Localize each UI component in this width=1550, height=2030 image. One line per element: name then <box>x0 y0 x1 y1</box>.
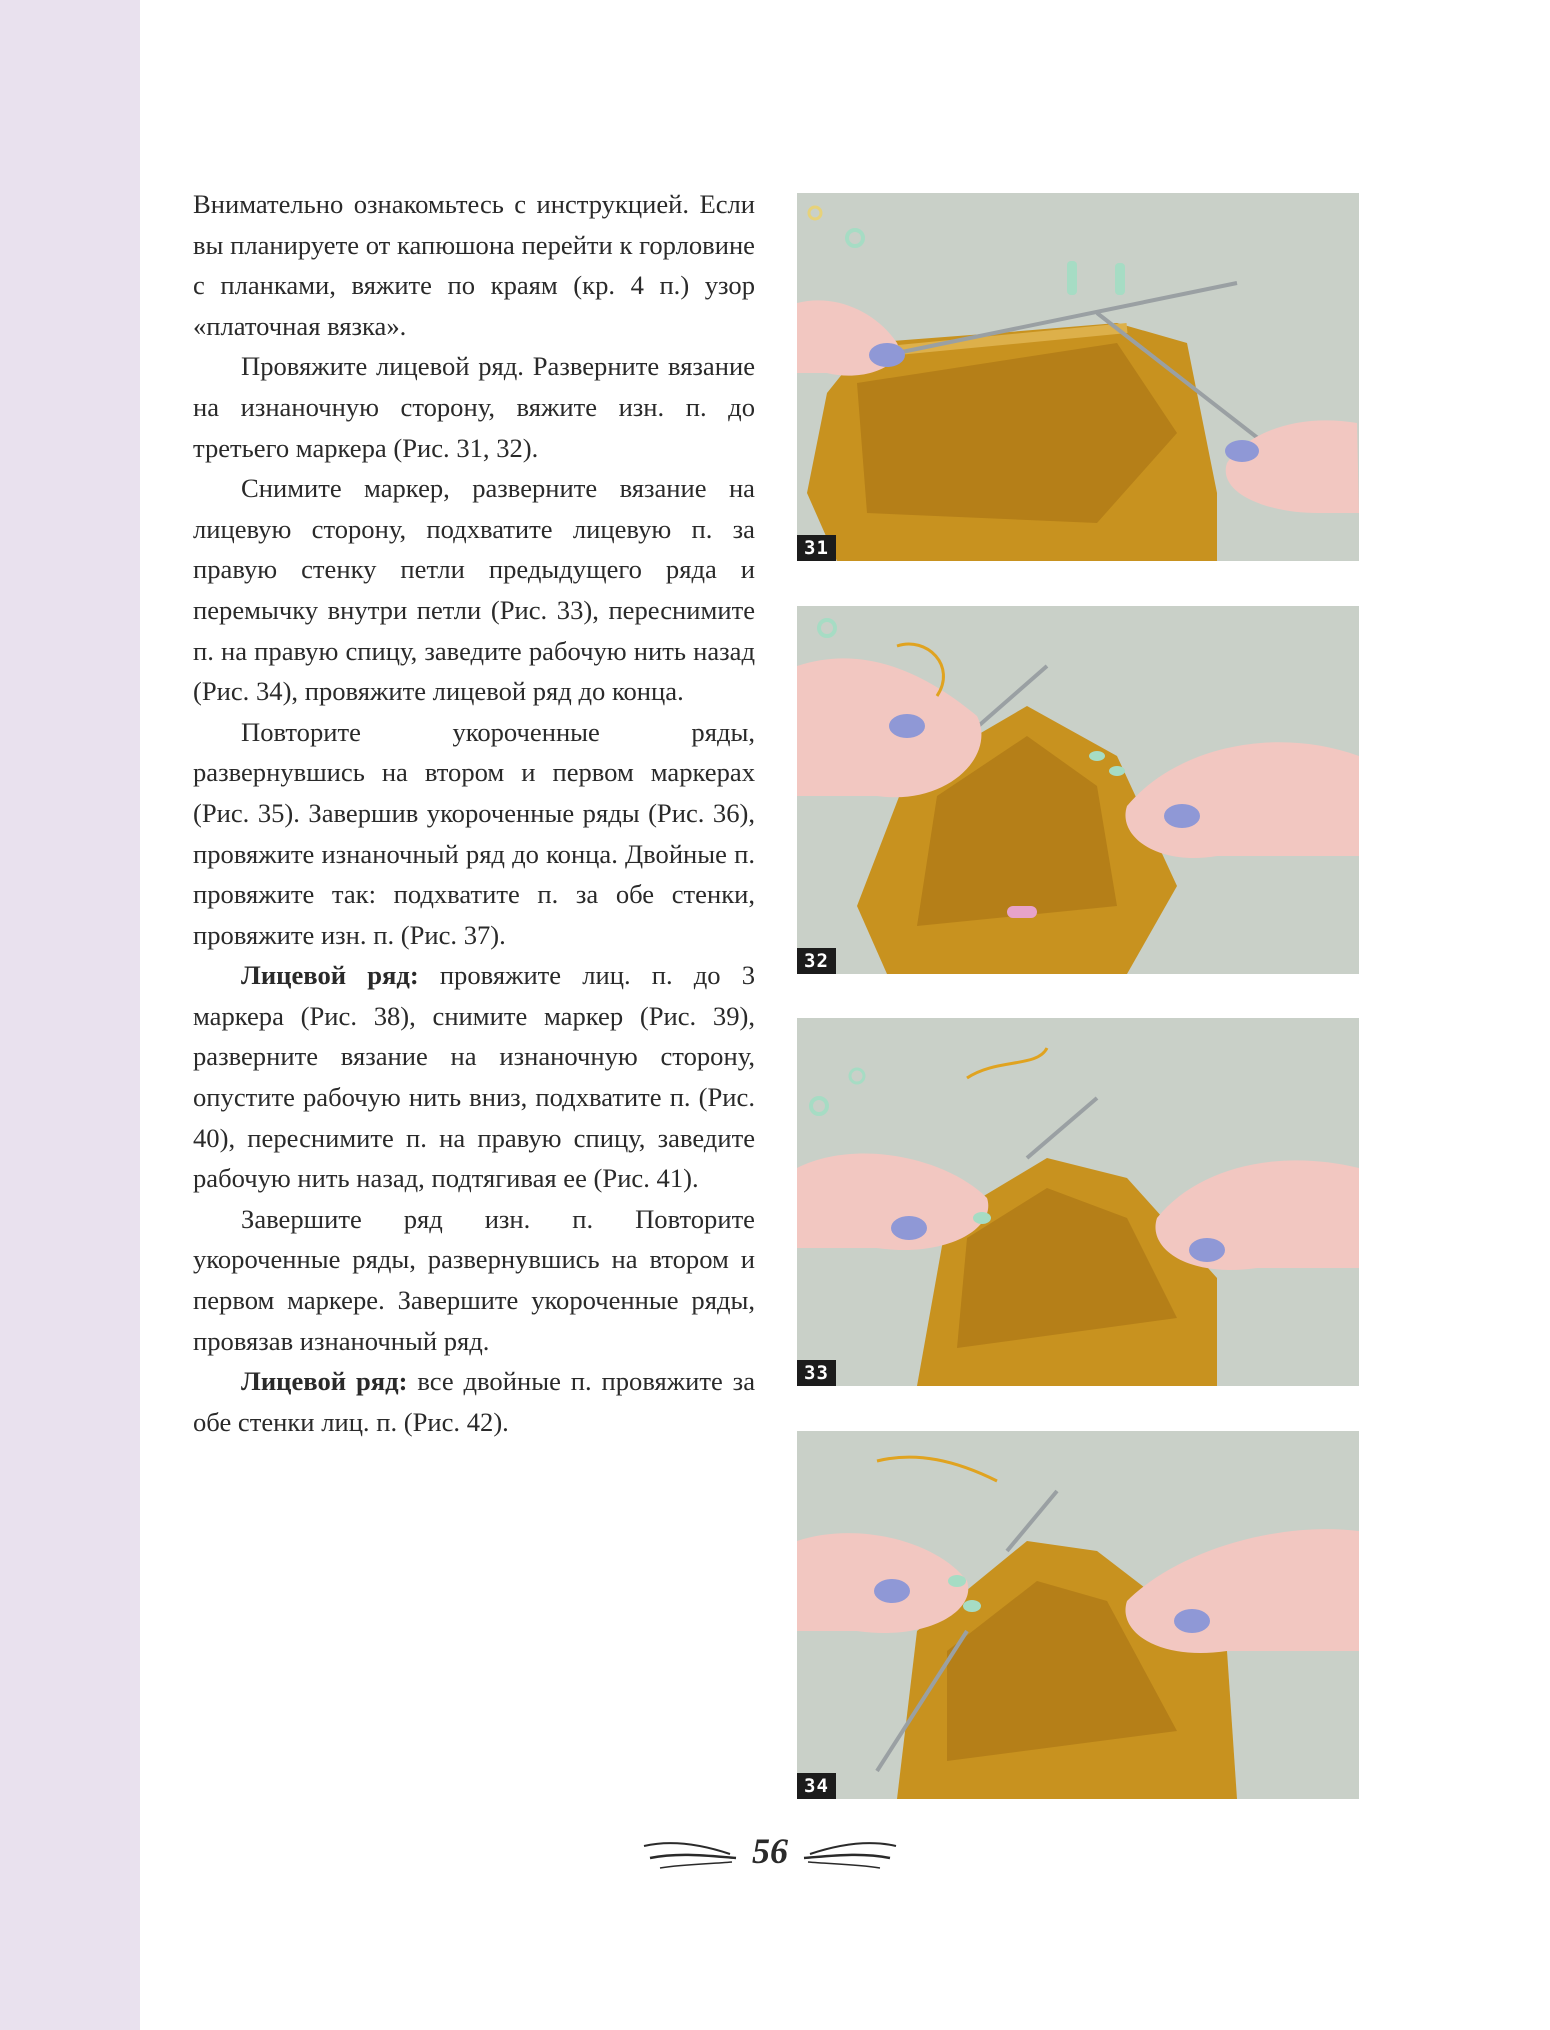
paragraph-7: Лицевой ряд: все двойные п. провяжите за обе стенки лиц. п. (Рис. 42). <box>193 1366 755 1437</box>
flourish-right-icon <box>800 1838 900 1872</box>
paragraph-6: Завершите ряд изн. п. Повторите укороченные ряды, развернувшись на втором и первом маркере. Завершите укороченные ряды, провязав изнаночный ряд. <box>193 1203 755 1356</box>
knitting-photo-33 <box>797 1018 1359 1386</box>
figure-34-photo <box>797 1431 1359 1799</box>
instruction-text <box>193 184 755 1442</box>
paragraph-3: Снимите маркер, разверните вязание на лицевую сторону, подхватите лицевую п. за правую стенку петли предыдущего ряда и перемычку внутри петли (Рис. 33), переснимите п. на правую спицу, заведите рабочую нить назад (Рис. 34), провяжите лицевой ряд до конца. <box>193 473 755 707</box>
paragraph-2: Провяжите лицевой ряд. Разверните вязание на изнаночную сторону, вяжите изн. п. до третьего маркера (Рис. 31, 32). <box>193 351 755 463</box>
knitting-photo-32 <box>797 606 1359 974</box>
paragraph-5: Лицевой ряд: провяжите лиц. п. до 3 маркера (Рис. 38), снимите маркер (Рис. 39), разверните вязание на изнаночную сторону, опустите рабочую нить вниз, подхватите п. (Рис. 40), переснимите п. на правую спицу, заведите рабочую нить назад, подтягивая ее (Рис. 41). <box>193 960 755 1194</box>
figure-34-number: 34 <box>797 1773 836 1799</box>
page-number: 56 <box>752 1831 788 1871</box>
figure-31-photo <box>797 193 1359 561</box>
side-color-strip <box>0 0 140 2030</box>
figure-33-number: 33 <box>797 1360 836 1386</box>
figure-31-number: 31 <box>797 535 836 561</box>
knitting-photo-31 <box>797 193 1359 561</box>
paragraph-4: Повторите укороченные ряды, развернувшись на втором и первом маркерах (Рис. 35). Завершив укороченные ряды (Рис. 36), провяжите изнаночный ряд до конца. Двойные п. провяжите так: подхватите п. за обе стенки, провяжите изн. п. (Рис. 37). <box>193 716 755 950</box>
knitting-photo-34 <box>797 1431 1359 1799</box>
figure-32-photo <box>797 606 1359 974</box>
page-footer <box>640 1826 900 1886</box>
figure-32-number: 32 <box>797 948 836 974</box>
figure-33-photo <box>797 1018 1359 1386</box>
paragraph-1: Внимательно ознакомьтесь с инструкцией. Если вы планируете от капюшона перейти к горловине с планками, вяжите по краям (кр. 4 п.) узор «платочная вязка». <box>193 189 755 341</box>
